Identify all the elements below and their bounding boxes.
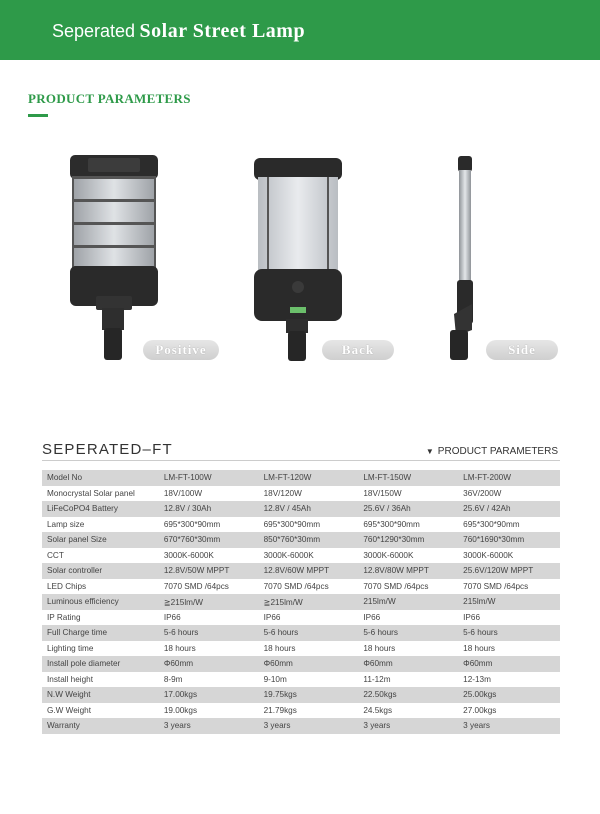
value-cell: 5-6 hours <box>360 625 460 641</box>
value-cell: 5-6 hours <box>161 625 261 641</box>
lamp-front-image <box>66 152 162 364</box>
row-label-cell: Lamp size <box>42 517 161 533</box>
value-cell: 5-6 hours <box>460 625 560 641</box>
value-cell: 19.00kgs <box>161 703 261 719</box>
table-row <box>42 656 560 672</box>
product-parameters-text: PRODUCT PARAMETERS <box>437 446 558 457</box>
parameters-table <box>42 470 560 734</box>
table-row <box>42 672 560 688</box>
row-label-cell: Warranty <box>42 718 161 734</box>
row-label-cell: Solar panel Size <box>42 532 161 548</box>
value-cell: 5-6 hours <box>261 625 361 641</box>
model-heading: SEPERATED–FT <box>42 441 173 458</box>
value-cell: 22.50kgs <box>360 687 460 703</box>
row-label-cell: IP Rating <box>42 610 161 626</box>
value-cell: 3 years <box>460 718 560 734</box>
value-cell: 3 years <box>261 718 361 734</box>
heading-divider <box>42 460 560 461</box>
row-label-cell: LED Chips <box>42 579 161 595</box>
value-cell: 36V/200W <box>460 486 560 502</box>
value-cell: 18 hours <box>261 641 361 657</box>
value-cell: 8-9m <box>161 672 261 688</box>
table-row <box>42 625 560 641</box>
value-cell: 3 years <box>161 718 261 734</box>
value-cell: 695*300*90mm <box>261 517 361 533</box>
value-cell: 18V/150W <box>360 486 460 502</box>
value-cell: 21.79kgs <box>261 703 361 719</box>
table-row <box>42 687 560 703</box>
value-cell: 12-13m <box>460 672 560 688</box>
view-label-side: Side <box>486 340 558 360</box>
row-label-cell: Monocrystal Solar panel <box>42 486 161 502</box>
lamp-side-image <box>444 154 484 364</box>
table-row <box>42 486 560 502</box>
table-row <box>42 532 560 548</box>
value-cell: IP66 <box>261 610 361 626</box>
row-label-cell: Luminous efficiency <box>42 594 161 610</box>
value-cell: IP66 <box>161 610 261 626</box>
row-label-cell: N.W Weight <box>42 687 161 703</box>
value-cell: 695*300*90mm <box>360 517 460 533</box>
lamp-back-image <box>250 155 346 363</box>
title-bold: Solar Street Lamp <box>139 20 306 42</box>
value-cell: 18 hours <box>161 641 261 657</box>
row-label-cell: Install pole diameter <box>42 656 161 672</box>
header-model-cell: LM-FT-150W <box>360 470 460 486</box>
table-header-row <box>42 470 560 486</box>
value-cell: IP66 <box>360 610 460 626</box>
value-cell: 17.00kgs <box>161 687 261 703</box>
value-cell: 695*300*90mm <box>460 517 560 533</box>
header-model-cell: LM-FT-120W <box>261 470 361 486</box>
value-cell: 3000K-6000K <box>261 548 361 564</box>
title-light: Seperated <box>52 21 136 41</box>
value-cell: 7070 SMD /64pcs <box>261 579 361 595</box>
value-cell: 215lm/W <box>360 594 460 610</box>
value-cell: 27.00kgs <box>460 703 560 719</box>
value-cell: 25.00kgs <box>460 687 560 703</box>
value-cell: 18 hours <box>460 641 560 657</box>
value-cell: 3 years <box>360 718 460 734</box>
value-cell: 25.6V / 36Ah <box>360 501 460 517</box>
value-cell: 760*1690*30mm <box>460 532 560 548</box>
header-model-cell: LM-FT-200W <box>460 470 560 486</box>
value-cell: 25.6V / 42Ah <box>460 501 560 517</box>
value-cell: 7070 SMD /64pcs <box>460 579 560 595</box>
value-cell: Φ60mm <box>261 656 361 672</box>
value-cell: 670*760*30mm <box>161 532 261 548</box>
table-row <box>42 594 560 610</box>
product-parameters-label <box>426 446 558 457</box>
header-model-cell: LM-FT-100W <box>161 470 261 486</box>
triangle-down-icon: ▼ <box>425 447 434 456</box>
value-cell: 850*760*30mm <box>261 532 361 548</box>
value-cell: ≧215lm/W <box>161 594 261 610</box>
page-title <box>52 20 305 43</box>
row-label-cell: Install height <box>42 672 161 688</box>
value-cell: 3000K-6000K <box>161 548 261 564</box>
value-cell: Φ60mm <box>460 656 560 672</box>
table-row <box>42 548 560 564</box>
section-underline <box>28 114 48 117</box>
value-cell: 18V/100W <box>161 486 261 502</box>
header-label-cell: Model No <box>42 470 161 486</box>
value-cell: 12.8V/80W MPPT <box>360 563 460 579</box>
value-cell: 3000K-6000K <box>360 548 460 564</box>
table-row <box>42 610 560 626</box>
value-cell: 9-10m <box>261 672 361 688</box>
row-label-cell: Lighting time <box>42 641 161 657</box>
value-cell: ≧215lm/W <box>261 594 361 610</box>
value-cell: 12.8V / 45Ah <box>261 501 361 517</box>
value-cell: 12.8V / 30Ah <box>161 501 261 517</box>
value-cell: 7070 SMD /64pcs <box>360 579 460 595</box>
value-cell: IP66 <box>460 610 560 626</box>
value-cell: 12.8V/60W MPPT <box>261 563 361 579</box>
value-cell: 11-12m <box>360 672 460 688</box>
value-cell: Φ60mm <box>161 656 261 672</box>
value-cell: 19.75kgs <box>261 687 361 703</box>
value-cell: 695*300*90mm <box>161 517 261 533</box>
table-row <box>42 703 560 719</box>
view-label-back: Back <box>322 340 394 360</box>
view-label-positive: Positive <box>143 340 219 360</box>
table-row <box>42 501 560 517</box>
value-cell: 3000K-6000K <box>460 548 560 564</box>
table-row <box>42 579 560 595</box>
value-cell: 24.5kgs <box>360 703 460 719</box>
table-row <box>42 718 560 734</box>
value-cell: Φ60mm <box>360 656 460 672</box>
value-cell: 12.8V/50W MPPT <box>161 563 261 579</box>
row-label-cell: LiFeCoPO4 Battery <box>42 501 161 517</box>
section-title: PRODUCT PARAMETERS <box>28 91 191 106</box>
value-cell: 215lm/W <box>460 594 560 610</box>
row-label-cell: Full Charge time <box>42 625 161 641</box>
row-label-cell: Solar controller <box>42 563 161 579</box>
value-cell: 25.6V/120W MPPT <box>460 563 560 579</box>
table-row <box>42 563 560 579</box>
value-cell: 18V/120W <box>261 486 361 502</box>
value-cell: 760*1290*30mm <box>360 532 460 548</box>
table-row <box>42 517 560 533</box>
value-cell: 7070 SMD /64pcs <box>161 579 261 595</box>
row-label-cell: CCT <box>42 548 161 564</box>
table-row <box>42 641 560 657</box>
value-cell: 18 hours <box>360 641 460 657</box>
row-label-cell: G.W Weight <box>42 703 161 719</box>
